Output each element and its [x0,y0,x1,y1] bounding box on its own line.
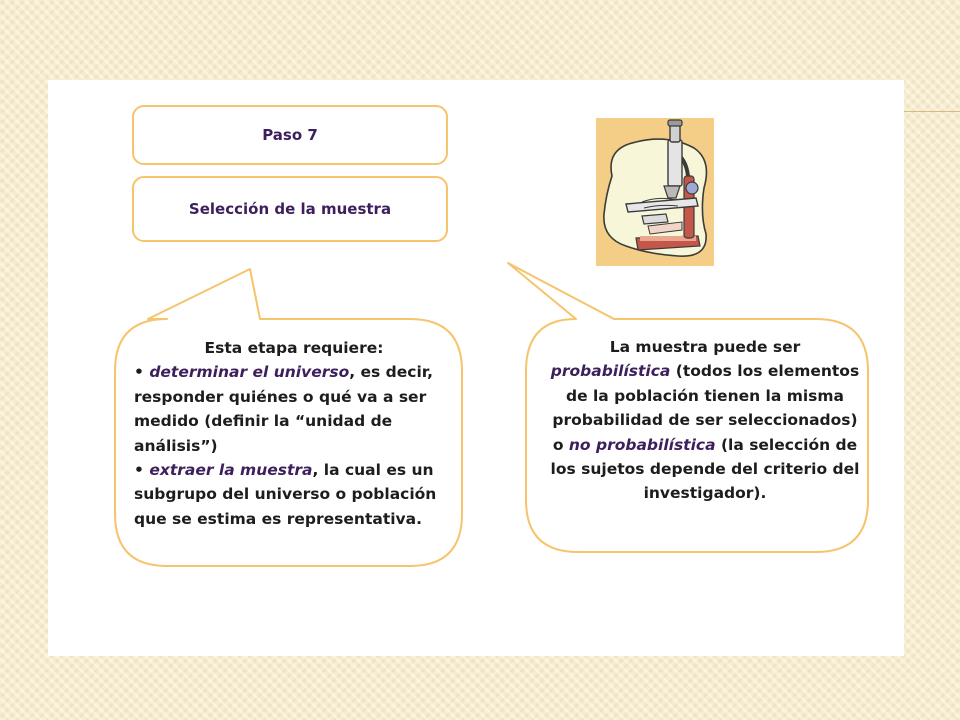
slide [48,80,904,656]
right-term-probabilistica: probabilística [550,362,671,381]
left-bubble-text [134,336,454,531]
bullet-2-term: extraer la muestra [149,461,313,480]
bullet-1-term: determinar el universo [149,363,350,382]
right-term-no-probabilistica: no probabilística [568,435,716,454]
bullet-2-marker: • [134,461,150,480]
left-bubble-heading: Esta etapa requiere: [204,339,384,357]
step-label: Paso 7 [262,126,318,144]
left-bubble-bullet-1 [134,360,454,458]
selection-label: Selección de la muestra [188,200,392,218]
bullet-1-rest: , es decir, responder quiénes o qué va a ser medido (definir la “unidad de análisis”) [134,363,434,455]
decorative-line [904,111,960,112]
bullet-1-marker: • [134,363,150,382]
microscope-icon [596,118,714,266]
right-text-part-3: (la selección de los sujetos depende del criterio del investigador). [550,435,860,503]
left-bubble-bullet-2 [134,458,454,531]
right-text-part-2: (todos los elementos de la población tienen la misma probabilidad de ser seleccionados) o [552,362,860,454]
bullet-2-rest: , la cual es un subgrupo del universo o población que se estima es representativa. [134,461,437,528]
right-bubble-text [550,335,860,506]
right-text-part-1: La muestra puede ser [609,338,801,356]
